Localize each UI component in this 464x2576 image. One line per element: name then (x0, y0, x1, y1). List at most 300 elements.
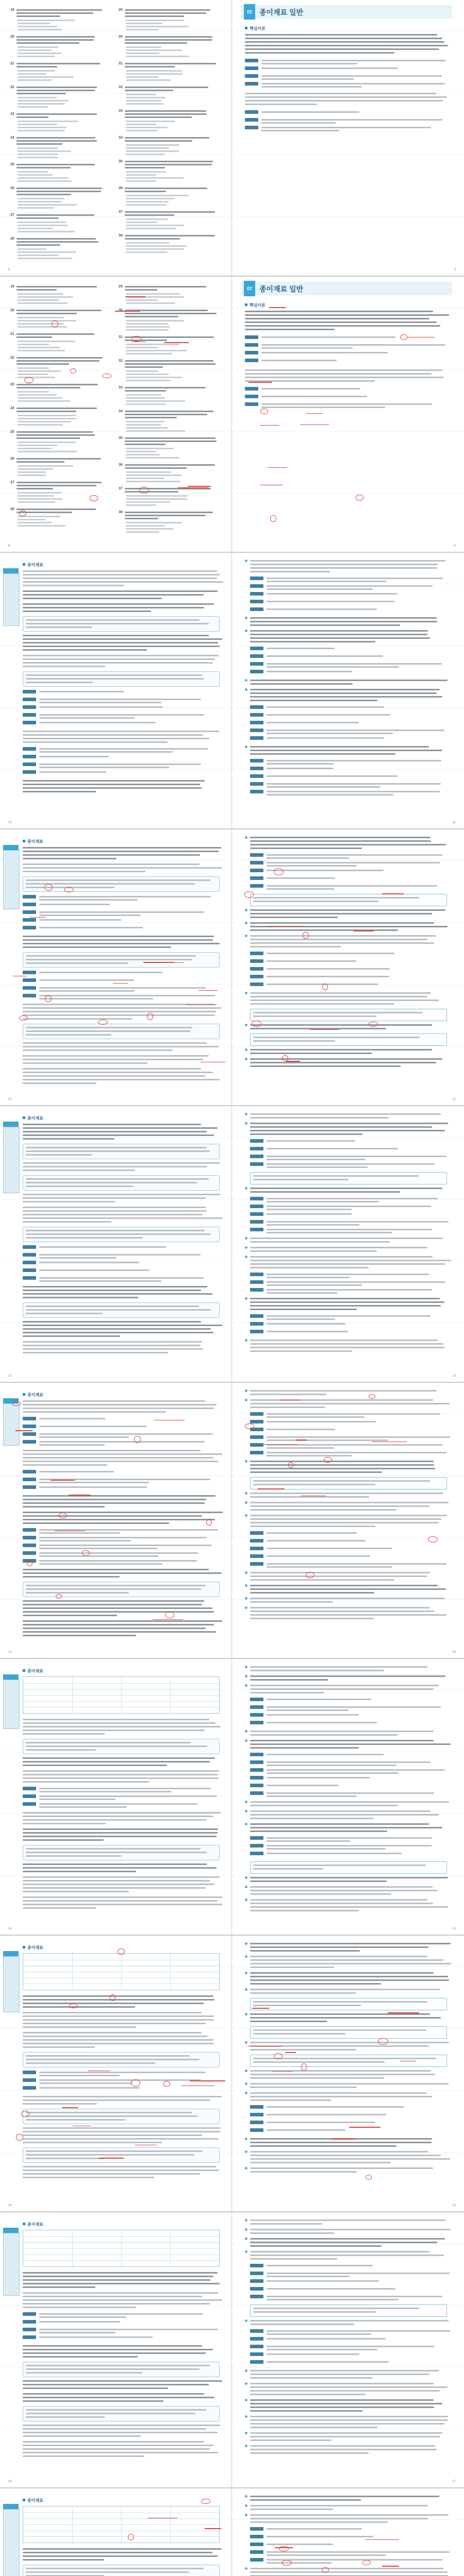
answer-option[interactable] (126, 525, 165, 527)
answer-option[interactable] (126, 195, 189, 196)
answer-option[interactable] (18, 394, 57, 396)
term-label (23, 1536, 36, 1539)
text-line (250, 1241, 390, 1243)
answer-option[interactable] (18, 154, 58, 155)
annotation-circle (356, 495, 364, 501)
term-label (23, 2086, 36, 2090)
bullet-marker (245, 1122, 247, 1125)
text-line (261, 78, 354, 80)
text-line (250, 1910, 359, 1911)
text-line (267, 862, 440, 863)
answer-option[interactable] (18, 29, 62, 30)
answer-option[interactable] (126, 121, 175, 122)
answer-option[interactable] (126, 248, 184, 250)
answer-option[interactable] (126, 457, 179, 459)
answer-option[interactable] (18, 248, 46, 250)
answer-option[interactable] (126, 150, 179, 152)
text-line (261, 67, 398, 69)
answer-option[interactable] (126, 430, 185, 432)
answer-option[interactable] (126, 323, 168, 325)
text-line (267, 1413, 440, 1415)
text-line (250, 1899, 427, 1901)
answer-option[interactable] (126, 174, 156, 176)
answer-option[interactable] (126, 448, 174, 449)
answer-option[interactable] (18, 495, 54, 497)
text-line (125, 167, 165, 168)
answer-option[interactable] (126, 245, 187, 247)
answer-option[interactable] (18, 302, 68, 304)
term-label (250, 1713, 263, 1717)
text-line (250, 1260, 451, 1261)
text-line (250, 2229, 451, 2230)
answer-option[interactable] (126, 320, 184, 321)
answer-option[interactable] (126, 522, 182, 523)
answer-option[interactable] (18, 445, 57, 446)
answer-option[interactable] (126, 204, 167, 206)
answer-option[interactable] (126, 451, 156, 452)
answer-option[interactable] (18, 519, 46, 520)
text-line (261, 75, 442, 77)
answer-option[interactable] (18, 127, 66, 128)
answer-option[interactable] (126, 222, 158, 223)
answer-option[interactable] (18, 73, 46, 75)
text-line (26, 1749, 96, 1751)
text-line (39, 1441, 205, 1443)
text-line (267, 1840, 350, 1842)
page-number: 15 (452, 1927, 456, 1930)
annotation-circle (428, 1536, 438, 1543)
answer-option[interactable] (126, 29, 159, 30)
text-line (23, 1461, 218, 1462)
answer-option[interactable] (126, 498, 187, 500)
answer-option[interactable] (126, 471, 171, 473)
answer-option[interactable] (126, 177, 184, 179)
term-label (23, 971, 36, 974)
question-number: 23 (10, 112, 14, 116)
answer-option[interactable] (18, 400, 70, 402)
answer-option[interactable] (126, 218, 168, 220)
sidebar-header (3, 1951, 19, 1956)
text-line (23, 1042, 207, 1044)
term-label (250, 2264, 263, 2267)
ruled-line (0, 1875, 231, 1876)
text-line (23, 1221, 111, 1223)
answer-option[interactable] (18, 174, 53, 176)
answer-option[interactable] (18, 442, 76, 443)
ruled-line (233, 1137, 464, 1138)
bullet-marker (245, 1666, 247, 1668)
answer-option[interactable] (126, 130, 157, 131)
answer-option[interactable] (126, 424, 161, 426)
annotation-underline (205, 2528, 221, 2529)
answer-option[interactable] (18, 150, 71, 152)
text-line (39, 1436, 129, 1438)
text-line (125, 467, 187, 469)
answer-option[interactable] (18, 171, 48, 173)
answer-option[interactable] (126, 46, 161, 48)
annotation-circle (369, 1394, 375, 1399)
text-line (23, 1887, 206, 1889)
text-line (125, 387, 206, 388)
text-line (245, 104, 317, 105)
answer-option[interactable] (126, 380, 171, 381)
text-line (23, 1495, 216, 1497)
answer-option[interactable] (18, 198, 64, 199)
term-label (23, 755, 36, 758)
term-label (23, 1794, 36, 1798)
text-line (23, 2552, 212, 2553)
text-line (245, 93, 436, 94)
text-line (26, 2150, 203, 2152)
answer-option[interactable] (18, 76, 74, 78)
sidebar-header (3, 568, 19, 573)
answer-option[interactable] (18, 228, 53, 229)
answer-option[interactable] (18, 201, 62, 202)
term-label (250, 1547, 263, 1550)
answer-option[interactable] (126, 299, 158, 301)
answer-option[interactable] (126, 100, 161, 101)
term-label (245, 351, 258, 354)
text-line (250, 2419, 448, 2421)
answer-option[interactable] (126, 23, 162, 24)
text-line (250, 1305, 441, 1307)
text-line (26, 1178, 209, 1180)
text-line (23, 1127, 218, 1129)
answer-option[interactable] (126, 127, 168, 128)
text-line (39, 1537, 207, 1538)
term-label (250, 1562, 263, 1566)
term-label (250, 1451, 263, 1454)
answer-option[interactable] (126, 293, 180, 295)
answer-option[interactable] (18, 525, 65, 527)
answer-option[interactable] (18, 415, 76, 416)
answer-option[interactable] (18, 465, 73, 467)
text-line (245, 321, 437, 323)
text-line (23, 867, 222, 869)
answer-option[interactable] (126, 124, 156, 125)
text-line (23, 649, 147, 651)
answer-option[interactable] (18, 130, 65, 131)
answer-option[interactable] (18, 157, 58, 158)
answer-option[interactable] (126, 154, 165, 155)
text-line (250, 1607, 430, 1608)
answer-option[interactable] (18, 448, 52, 449)
answer-option[interactable] (126, 73, 183, 75)
answer-option[interactable] (126, 76, 158, 78)
text-line (125, 110, 206, 112)
text-line (26, 1150, 210, 1152)
answer-option[interactable] (18, 421, 71, 422)
answer-option[interactable] (18, 418, 77, 419)
answer-option[interactable] (18, 103, 65, 105)
answer-option[interactable] (126, 302, 175, 304)
text-line (16, 485, 96, 486)
text-line (23, 1600, 204, 1602)
text-line (39, 1444, 105, 1446)
answer-option[interactable] (18, 350, 65, 351)
text-line (23, 1411, 166, 1413)
answer-option[interactable] (18, 374, 48, 375)
answer-option[interactable] (126, 394, 161, 396)
answer-option[interactable] (18, 222, 66, 223)
text-line (23, 2352, 206, 2354)
answer-option[interactable] (18, 124, 57, 125)
text-line (39, 1269, 150, 1271)
sidebar-header (3, 845, 19, 850)
term-label (250, 2527, 263, 2531)
ruled-line (0, 2305, 231, 2306)
annotation-underline (164, 342, 189, 343)
text-line (267, 737, 384, 739)
answer-option[interactable] (126, 147, 169, 149)
answer-option[interactable] (18, 106, 48, 108)
answer-option[interactable] (18, 46, 58, 48)
text-line (267, 2288, 395, 2290)
answer-option[interactable] (18, 367, 49, 369)
answer-option[interactable] (18, 326, 67, 328)
text-line (23, 1867, 217, 1869)
text-line (26, 2409, 206, 2411)
answer-option[interactable] (126, 326, 170, 328)
question-number: 33 (119, 386, 123, 389)
answer-option[interactable] (18, 296, 73, 298)
answer-option[interactable] (126, 427, 168, 429)
text-line (250, 624, 400, 626)
text-line (261, 86, 362, 88)
answer-option[interactable] (126, 478, 164, 479)
text-line (250, 1688, 434, 1690)
text-line (245, 48, 439, 50)
answer-option[interactable] (126, 474, 181, 476)
answer-option[interactable] (126, 329, 169, 331)
answer-option[interactable] (126, 201, 169, 202)
answer-option[interactable] (126, 26, 189, 27)
answer-option[interactable] (126, 495, 188, 497)
answer-option[interactable] (18, 344, 49, 345)
answer-option[interactable] (126, 180, 156, 182)
answer-option[interactable] (18, 522, 52, 523)
answer-option[interactable] (126, 400, 185, 402)
answer-option[interactable] (126, 103, 163, 105)
text-line (23, 2023, 206, 2024)
answer-option[interactable] (18, 424, 63, 426)
annotation-circle (134, 1436, 140, 1443)
answer-option[interactable] (18, 397, 62, 399)
text-line (23, 854, 200, 856)
answer-option[interactable] (126, 397, 165, 399)
annotation-circle (306, 1572, 314, 1578)
text-line (39, 1418, 105, 1419)
answer-option[interactable] (18, 180, 72, 182)
answer-option[interactable] (126, 528, 174, 530)
answer-option[interactable] (18, 501, 55, 503)
term-label (23, 978, 36, 982)
answer-option[interactable] (126, 421, 164, 422)
section-heading: 종이재료 (23, 1945, 43, 1951)
answer-option[interactable] (126, 251, 168, 253)
text-line (250, 2017, 441, 2019)
answer-option[interactable] (18, 258, 72, 259)
answer-option[interactable] (18, 147, 58, 149)
text-line (39, 771, 106, 773)
annotation-underline (382, 893, 404, 894)
answer-option[interactable] (18, 97, 57, 98)
answer-option[interactable] (18, 79, 52, 81)
answer-option[interactable] (18, 498, 62, 500)
answer-option[interactable] (18, 471, 46, 473)
table-column-divider (170, 2230, 171, 2266)
text-line (125, 12, 206, 14)
answer-option[interactable] (126, 225, 184, 226)
answer-option[interactable] (18, 317, 64, 318)
bullet-marker (245, 909, 247, 911)
answer-option[interactable] (18, 70, 55, 72)
answer-option[interactable] (126, 49, 182, 51)
text-line (39, 1791, 171, 1792)
annotation-underline (247, 2046, 282, 2047)
bullet-marker (245, 2250, 247, 2253)
answer-option[interactable] (18, 56, 55, 57)
answer-option[interactable] (126, 504, 156, 506)
answer-option[interactable] (18, 100, 69, 101)
answer-option[interactable] (126, 350, 187, 351)
text-line (267, 1837, 432, 1839)
answer-option[interactable] (126, 242, 169, 244)
answer-option[interactable] (18, 320, 76, 321)
answer-option[interactable] (126, 198, 174, 199)
text-line (23, 1572, 222, 1574)
answer-option[interactable] (126, 531, 159, 533)
answer-option[interactable] (126, 20, 184, 21)
answer-option[interactable] (18, 207, 54, 209)
answer-option[interactable] (126, 353, 172, 354)
text-line (245, 34, 437, 36)
text-line (23, 1628, 206, 1629)
bullet-marker (245, 1810, 247, 1812)
answer-option[interactable] (18, 293, 63, 295)
answer-option[interactable] (126, 403, 166, 405)
answer-option[interactable] (126, 370, 158, 372)
term-label (250, 759, 263, 762)
text-line (23, 1007, 221, 1009)
text-line (250, 2403, 442, 2404)
text-line (125, 191, 166, 192)
term-label (245, 126, 258, 129)
text-line (16, 363, 69, 365)
text-line (250, 1976, 448, 1977)
answer-option[interactable] (18, 451, 77, 452)
text-line (23, 1904, 222, 1905)
text-line (23, 2384, 209, 2385)
answer-option[interactable] (126, 377, 182, 378)
answer-option[interactable] (18, 20, 75, 21)
answer-option[interactable] (126, 228, 176, 229)
text-line (250, 992, 431, 994)
answer-option[interactable] (126, 70, 182, 72)
text-line (250, 1983, 381, 1985)
answer-option[interactable] (126, 171, 166, 173)
answer-option[interactable] (18, 255, 59, 256)
answer-option[interactable] (18, 468, 53, 470)
answer-option[interactable] (18, 231, 75, 232)
bullet-marker (245, 1972, 247, 1974)
answer-option[interactable] (18, 299, 59, 301)
term-label (250, 1531, 263, 1535)
text-line (250, 1585, 438, 1586)
text-line (250, 942, 434, 944)
answer-option[interactable] (18, 341, 75, 342)
answer-option[interactable] (18, 492, 61, 494)
answer-option[interactable] (126, 53, 159, 54)
text-line (267, 1156, 446, 1157)
text-line (23, 658, 215, 660)
text-line (267, 1722, 377, 1723)
answer-option[interactable] (126, 56, 189, 57)
text-line (23, 2138, 219, 2140)
answer-option[interactable] (18, 370, 61, 372)
answer-option[interactable] (18, 391, 49, 393)
text-line (39, 914, 141, 916)
answer-option[interactable] (126, 501, 170, 503)
ruled-line (233, 860, 464, 861)
answer-option[interactable] (18, 26, 57, 27)
text-line (261, 127, 431, 128)
answer-option[interactable] (18, 121, 78, 122)
answer-option[interactable] (18, 225, 68, 226)
term-label (250, 2535, 263, 2538)
answer-option[interactable] (126, 97, 165, 98)
text-line (250, 1979, 449, 1981)
answer-option[interactable] (18, 377, 55, 378)
answer-option[interactable] (126, 347, 158, 348)
text-line (23, 936, 214, 937)
text-line (23, 2134, 202, 2136)
text-line (125, 464, 215, 466)
text-line (26, 1585, 206, 1586)
text-line (245, 100, 443, 101)
answer-option[interactable] (18, 204, 77, 206)
answer-option[interactable] (126, 374, 169, 375)
text-line (23, 2099, 210, 2101)
answer-option[interactable] (126, 344, 179, 345)
answer-option[interactable] (18, 177, 69, 179)
text-line (16, 164, 95, 165)
answer-option[interactable] (18, 474, 46, 476)
text-line (250, 2427, 377, 2428)
answer-option[interactable] (126, 454, 160, 455)
answer-option[interactable] (18, 23, 50, 24)
text-line (250, 1743, 451, 1745)
answer-option[interactable] (126, 481, 180, 482)
bullet-marker (245, 2319, 247, 2322)
answer-option[interactable] (18, 49, 52, 51)
answer-option[interactable] (126, 94, 156, 95)
text-line (23, 2286, 95, 2288)
text-line (267, 1421, 376, 1422)
annotation-underline (275, 2547, 292, 2548)
answer-option[interactable] (126, 79, 171, 81)
answer-option[interactable] (18, 251, 76, 253)
text-line (23, 1011, 216, 1012)
answer-option[interactable] (126, 144, 179, 146)
right-page (233, 553, 464, 828)
term-label (23, 895, 36, 899)
answer-option[interactable] (18, 53, 61, 54)
text-line (23, 1082, 96, 1084)
answer-option[interactable] (18, 347, 60, 348)
text-line (267, 2122, 375, 2123)
text-line (267, 1274, 429, 1275)
